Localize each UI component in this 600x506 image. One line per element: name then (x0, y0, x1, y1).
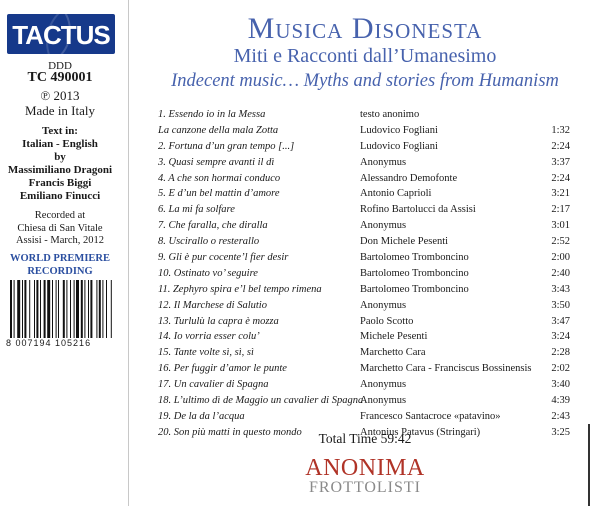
track-row (158, 141, 570, 157)
total-time: Total Time 59:42 (318, 431, 412, 446)
track-row (158, 395, 570, 411)
track-duration: 3:37 (551, 156, 570, 168)
text-in-heading: Text in: (42, 125, 78, 137)
track-composer: Bartolomeo Tromboncino (360, 283, 469, 295)
barcode-bar (34, 280, 35, 338)
track-row (158, 173, 570, 189)
track-duration: 3:21 (551, 188, 570, 200)
track-row (158, 109, 570, 125)
barcode-bar (111, 280, 112, 338)
tactus-logo: TACTUS (7, 14, 115, 54)
track-row (158, 188, 570, 204)
track-title: 3. Quasi sempre avanti il dì (158, 156, 275, 168)
track-row (158, 220, 570, 236)
track-row (158, 157, 570, 173)
barcode-bar (58, 280, 59, 338)
barcode-bar (70, 280, 71, 338)
barcode-bar (81, 280, 83, 338)
track-duration: 4:39 (551, 395, 570, 407)
track-duration: 3:24 (551, 331, 570, 343)
track-title: 16. Per fuggir d’amor le punte (158, 363, 287, 375)
track-row (158, 331, 570, 347)
track-composer: Marchetto Cara (360, 347, 426, 359)
track-duration: 1:32 (551, 124, 570, 136)
track-row (158, 284, 570, 300)
track-title: 7. Che faralla, che diralla (158, 220, 268, 232)
track-composer: Alessandro Demofonte (360, 172, 458, 184)
text-author: Francis Biggi (28, 177, 92, 189)
track-title: 14. Io vorria esser colu’ (158, 331, 260, 343)
track-title: 9. Gli è pur cocente’l fier desir (158, 252, 289, 264)
text-languages: Italian - English (22, 138, 98, 150)
divider (128, 0, 129, 506)
track-duration: 3:40 (551, 379, 570, 391)
barcode-bar (90, 280, 92, 338)
text-author: Massimiliano Dragoni (7, 164, 113, 176)
barcode-bar (99, 280, 101, 338)
barcode-bar (47, 280, 50, 338)
barcode-bar (74, 280, 75, 338)
barcode-bar (96, 280, 97, 338)
track-title: 4. A che son hormai conduco (158, 172, 281, 184)
text-by: by (54, 151, 66, 163)
track-row (158, 300, 570, 316)
track-composer: Anonymus (360, 220, 407, 232)
track-title: 12. Il Marchese di Salutio (158, 299, 267, 311)
track-row (158, 268, 570, 284)
track-composer: testo anonimo (360, 109, 420, 120)
barcode-bar (14, 280, 15, 338)
left-panel (0, 0, 120, 506)
track-duration: 2:02 (551, 363, 570, 375)
recorded-date: Assisi - March, 2012 (15, 235, 105, 246)
catalog-number: TC 490001 (27, 70, 93, 85)
track-row (158, 236, 570, 252)
track-title: 11. Zephyro spira e’l bel tempo rimena (158, 283, 322, 295)
track-composer: Anonymus (360, 379, 407, 391)
barcode-bar (66, 280, 67, 338)
track-title: 20. Son più matti in questo mondo (158, 426, 302, 438)
track-duration: 2:43 (551, 410, 570, 422)
track-composer: Francesco Santacroce «patavino» (360, 410, 501, 422)
barcode-bar (63, 280, 65, 338)
recording-info (0, 210, 120, 248)
recorded-place: Chiesa di San Vitale (17, 222, 103, 234)
track-composer: Ludovico Fogliani (360, 140, 438, 152)
track-duration: 2:00 (551, 252, 570, 264)
track-title: La canzone della mala Zotta (158, 124, 279, 136)
track-title: 5. E d’un bel mattin d’amore (158, 188, 280, 200)
case-edge (588, 424, 590, 506)
track-row (158, 316, 570, 332)
barcode-bar (76, 280, 79, 338)
track-composer: Anonymus (360, 156, 407, 168)
barcode-bar (84, 280, 85, 338)
track-title: 2. Fortuna d’un gran tempo [...] (158, 140, 295, 152)
premiere-line: WORLD PREMIERE (9, 253, 111, 264)
track-row (158, 363, 570, 379)
track-duration: 2:40 (551, 267, 570, 279)
track-row (158, 252, 570, 268)
ensemble-name-second: FROTTOLISTI (308, 479, 422, 496)
track-composer: Bartolomeo Tromboncino (360, 267, 469, 279)
track-composer: Don Michele Pesenti (360, 236, 449, 248)
barcode-bar (24, 280, 26, 338)
made-in: Made in Italy (24, 103, 96, 118)
track-list (158, 109, 570, 443)
track-composer: Paolo Scotto (360, 315, 414, 327)
track-composer: Anonymus (360, 395, 407, 407)
track-duration: 3:50 (551, 299, 570, 311)
track-composer: Marchetto Cara - Franciscus Bossinensis (360, 363, 532, 375)
track-title: 18. L’ultimo dì de Maggio un cavalier di Spagna (158, 395, 364, 407)
track-row (158, 125, 570, 141)
track-duration: 2:24 (551, 140, 570, 152)
copyright-year: ℗ 2013 (40, 88, 80, 103)
barcode-bar (40, 280, 41, 338)
barcode-bar (29, 280, 30, 338)
track-title: 19. De la da l’acqua (158, 410, 245, 422)
english-title: Indecent music… Myths and stories from Humanism (171, 71, 559, 91)
barcode-bar (52, 280, 53, 338)
track-duration: 3:25 (551, 426, 570, 438)
track-composer: Michele Pesenti (360, 331, 428, 343)
premiere-line: RECORDING (27, 265, 93, 277)
barcode-bar (10, 280, 12, 338)
track-row (158, 347, 570, 363)
barcode-number: 8 007194 105216 (6, 338, 92, 348)
barcode-bar (36, 280, 38, 338)
track-composer: Antonius Patavus (Stringari) (360, 426, 481, 438)
track-composer: Ludovico Fogliani (360, 124, 438, 136)
barcode-bar (22, 280, 23, 338)
barcode-bar (88, 280, 89, 338)
world-premiere-badge (0, 253, 120, 278)
track-duration: 2:24 (551, 172, 570, 184)
track-row (158, 411, 570, 427)
ddd-label: DDD (48, 60, 72, 72)
track-duration: 3:43 (551, 283, 570, 295)
album-subtitle: Miti e Racconti dall’Umanesimo (233, 45, 497, 67)
track-row (158, 204, 570, 220)
track-row (158, 379, 570, 395)
track-title: 13. Turlulù la capra è mozza (158, 315, 279, 327)
track-title: 17. Un cavalier di Spagna (158, 379, 269, 391)
ensemble-name: ANONIMA (305, 455, 425, 481)
track-duration: 2:28 (551, 347, 570, 359)
track-title: 15. Tante volte sì, sì, sì (158, 347, 254, 359)
barcode-bar (17, 280, 20, 338)
track-title: 1. Essendo io in la Messa (158, 109, 266, 120)
text-author: Emiliano Finucci (19, 190, 101, 202)
track-title: 8. Uscirallo o resterallo (158, 236, 260, 248)
barcode-bar (106, 280, 107, 338)
album-title: Musica Disonesta (247, 12, 483, 45)
barcode (10, 280, 112, 338)
track-composer: Anonymus (360, 299, 407, 311)
text-credits (0, 125, 120, 203)
barcode-bar (56, 280, 57, 338)
barcode-bar (102, 280, 103, 338)
track-duration: 2:17 (551, 204, 570, 216)
track-duration: 2:52 (551, 236, 570, 248)
track-duration: 3:47 (551, 315, 570, 327)
barcode-bar (44, 280, 46, 338)
track-title: 10. Ostinato vo’ seguire (158, 267, 258, 279)
track-composer: Antonio Caprioli (360, 188, 432, 200)
track-title: 6. La mi fa solfare (158, 204, 235, 216)
track-composer: Bartolomeo Tromboncino (360, 252, 469, 264)
track-duration: 3:01 (551, 220, 570, 232)
recorded-heading: Recorded at (34, 210, 86, 221)
track-composer: Rofino Bartolucci da Assisi (360, 204, 476, 216)
